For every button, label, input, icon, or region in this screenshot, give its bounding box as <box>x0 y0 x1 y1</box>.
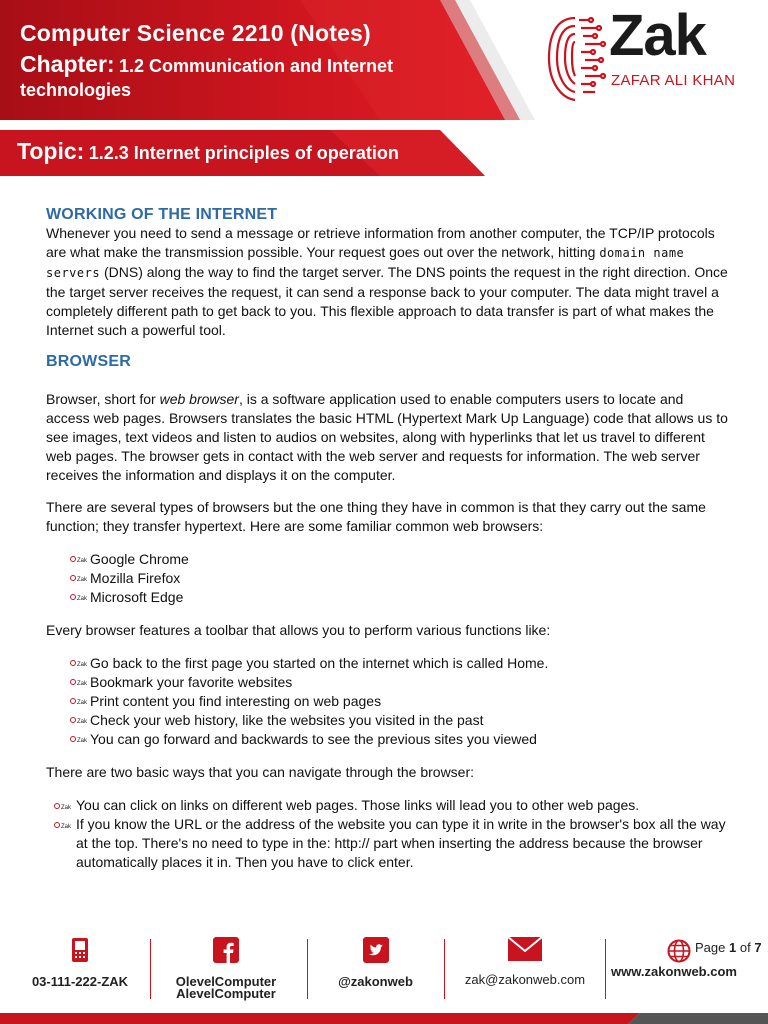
list-item: Zak Print content you find interesting on web pages <box>70 692 728 711</box>
list-item: Zak If you know the URL or the address of the website you can type it in write in the browser's box all the way at the top. There's no need to type in the: http:// part when inserting the address because the browser automatically places it in. Then you have to click enter. <box>52 815 728 872</box>
footer-phone[interactable] <box>10 925 150 988</box>
zak-bullet-icon <box>70 593 86 601</box>
svg-text:Zak: Zak <box>61 824 72 830</box>
zak-bullet-icon <box>70 659 86 667</box>
topic-title: 1.2.3 Internet principles of operation <box>88 143 399 163</box>
email-icon <box>508 937 542 961</box>
zak-bullet-icon <box>70 678 86 686</box>
list-item: Zak You can click on links on different web pages. Those links will lead you to other web pages. <box>52 796 728 815</box>
zak-bullet-icon <box>70 574 86 582</box>
twitter-icon <box>363 937 389 963</box>
browsers-list <box>70 550 728 607</box>
svg-text:Zak: Zak <box>77 662 88 669</box>
svg-text:Zak: Zak <box>77 558 88 565</box>
svg-text:Zak: Zak <box>61 805 72 811</box>
svg-text:Zak: Zak <box>77 738 88 745</box>
page-current: 1 <box>729 940 737 955</box>
browser-paragraph-4: There are two basic ways that you can navigate through the browser: <box>46 764 475 780</box>
section-heading-browser: BROWSER <box>46 353 131 370</box>
facebook-page-2: AlevelComputer <box>176 986 276 1001</box>
facebook-icon <box>213 937 239 963</box>
section-heading-working: WORKING OF THE INTERNET <box>46 206 278 223</box>
chapter-prefix: Chapter: <box>20 51 115 77</box>
page-footer <box>0 925 768 1024</box>
fingerprint-logo-icon <box>545 12 605 104</box>
facebook-page-1: OlevelComputer <box>175 974 277 989</box>
logo-text: Zak <box>609 3 706 68</box>
svg-text:Zak: Zak <box>77 719 88 726</box>
zak-bullet-icon <box>54 821 70 829</box>
zak-bullet-icon <box>70 555 86 563</box>
page-number: Page 1 of 7 <box>695 940 762 955</box>
zak-bullet-icon <box>70 735 86 743</box>
footer-bar <box>0 1013 768 1024</box>
list-item: Zak Google Chrome <box>70 550 728 569</box>
svg-text:Zak: Zak <box>77 577 88 584</box>
topic-prefix: Topic: <box>17 138 85 164</box>
list-item: Zak Go back to the first page you started on the internet which is called Home. <box>70 654 728 673</box>
email-address: zak@zakonweb.com <box>464 972 586 987</box>
globe-icon <box>667 939 691 963</box>
dns-term: domain name servers <box>46 246 685 280</box>
chapter-title-cont: technologies <box>20 80 132 100</box>
footer-facebook[interactable] <box>151 925 301 1000</box>
browser-paragraph-3: Every browser features a toolbar that allows you to perform various functions like: <box>46 622 551 638</box>
twitter-handle: @zakonweb <box>338 974 413 989</box>
logo-subtitle: ZAFAR ALI KHAN <box>611 72 736 89</box>
list-item: Zak Mozilla Firefox <box>70 569 728 588</box>
page-header <box>0 0 768 120</box>
footer-twitter[interactable] <box>308 925 443 988</box>
svg-text:Zak: Zak <box>77 681 88 688</box>
zak-bullet-icon <box>70 716 86 724</box>
navigation-ways-list <box>52 796 728 872</box>
phone-icon <box>71 937 89 963</box>
title-block <box>20 20 393 101</box>
doc-title: Computer Science 2210 (Notes) <box>20 20 371 46</box>
phone-number: 03-111-222-ZAK <box>31 974 129 989</box>
web-browser-term: web browser <box>159 391 239 407</box>
working-paragraph: Whenever you need to send a message or retrieve information from another computer, the TCP/IP protocols are what make the transmission possible. Your request goes out over the network, hitting domain name servers (DNS) along the way to find the target server. The DNS points the request in the right direction. Once the target server receives the request, it can send a response back to your computer. The data might travel a completely different path to get back to you. This flexible approach to data transfer is part of what makes the Internet such a powerful tool. <box>46 225 728 338</box>
chapter-title: 1.2 Communication and Internet <box>119 56 394 76</box>
website-url: www.zakonweb.com <box>611 964 737 979</box>
list-item: Zak Bookmark your favorite websites <box>70 673 728 692</box>
list-item: Zak You can go forward and backwards to see the previous sites you viewed <box>70 730 728 749</box>
svg-text:Zak: Zak <box>77 596 88 603</box>
page-total: 7 <box>754 940 762 955</box>
list-item: Zak Microsoft Edge <box>70 588 728 607</box>
browser-paragraph-2: There are several types of browsers but the one thing they have in common is that they carry out the same function; they transfer hypertext. Here are some familiar common web browsers: <box>46 499 706 534</box>
zak-bullet-icon <box>54 802 70 810</box>
zak-bullet-icon <box>70 697 86 705</box>
browser-paragraph-1: Browser, short for web browser, is a software application used to enable computers users to locate and access web pages. Browsers translates the basic HTML (Hypertext Mark Up Language) code that allows us to see images, text videos and listen to audios on websites, along with hyperlinks that let us travel to different web pages. The browser gets in contact with the web server and requests for information. The web server receives the information and displays it on the computer. <box>46 391 728 483</box>
footer-email[interactable] <box>445 925 605 986</box>
zak-logo[interactable] <box>545 3 755 107</box>
toolbar-functions-list <box>70 654 728 749</box>
main-content <box>46 205 728 872</box>
topic-bar <box>0 130 490 176</box>
svg-text:Zak: Zak <box>77 700 88 707</box>
list-item: Zak Check your web history, like the websites you visited in the past <box>70 711 728 730</box>
